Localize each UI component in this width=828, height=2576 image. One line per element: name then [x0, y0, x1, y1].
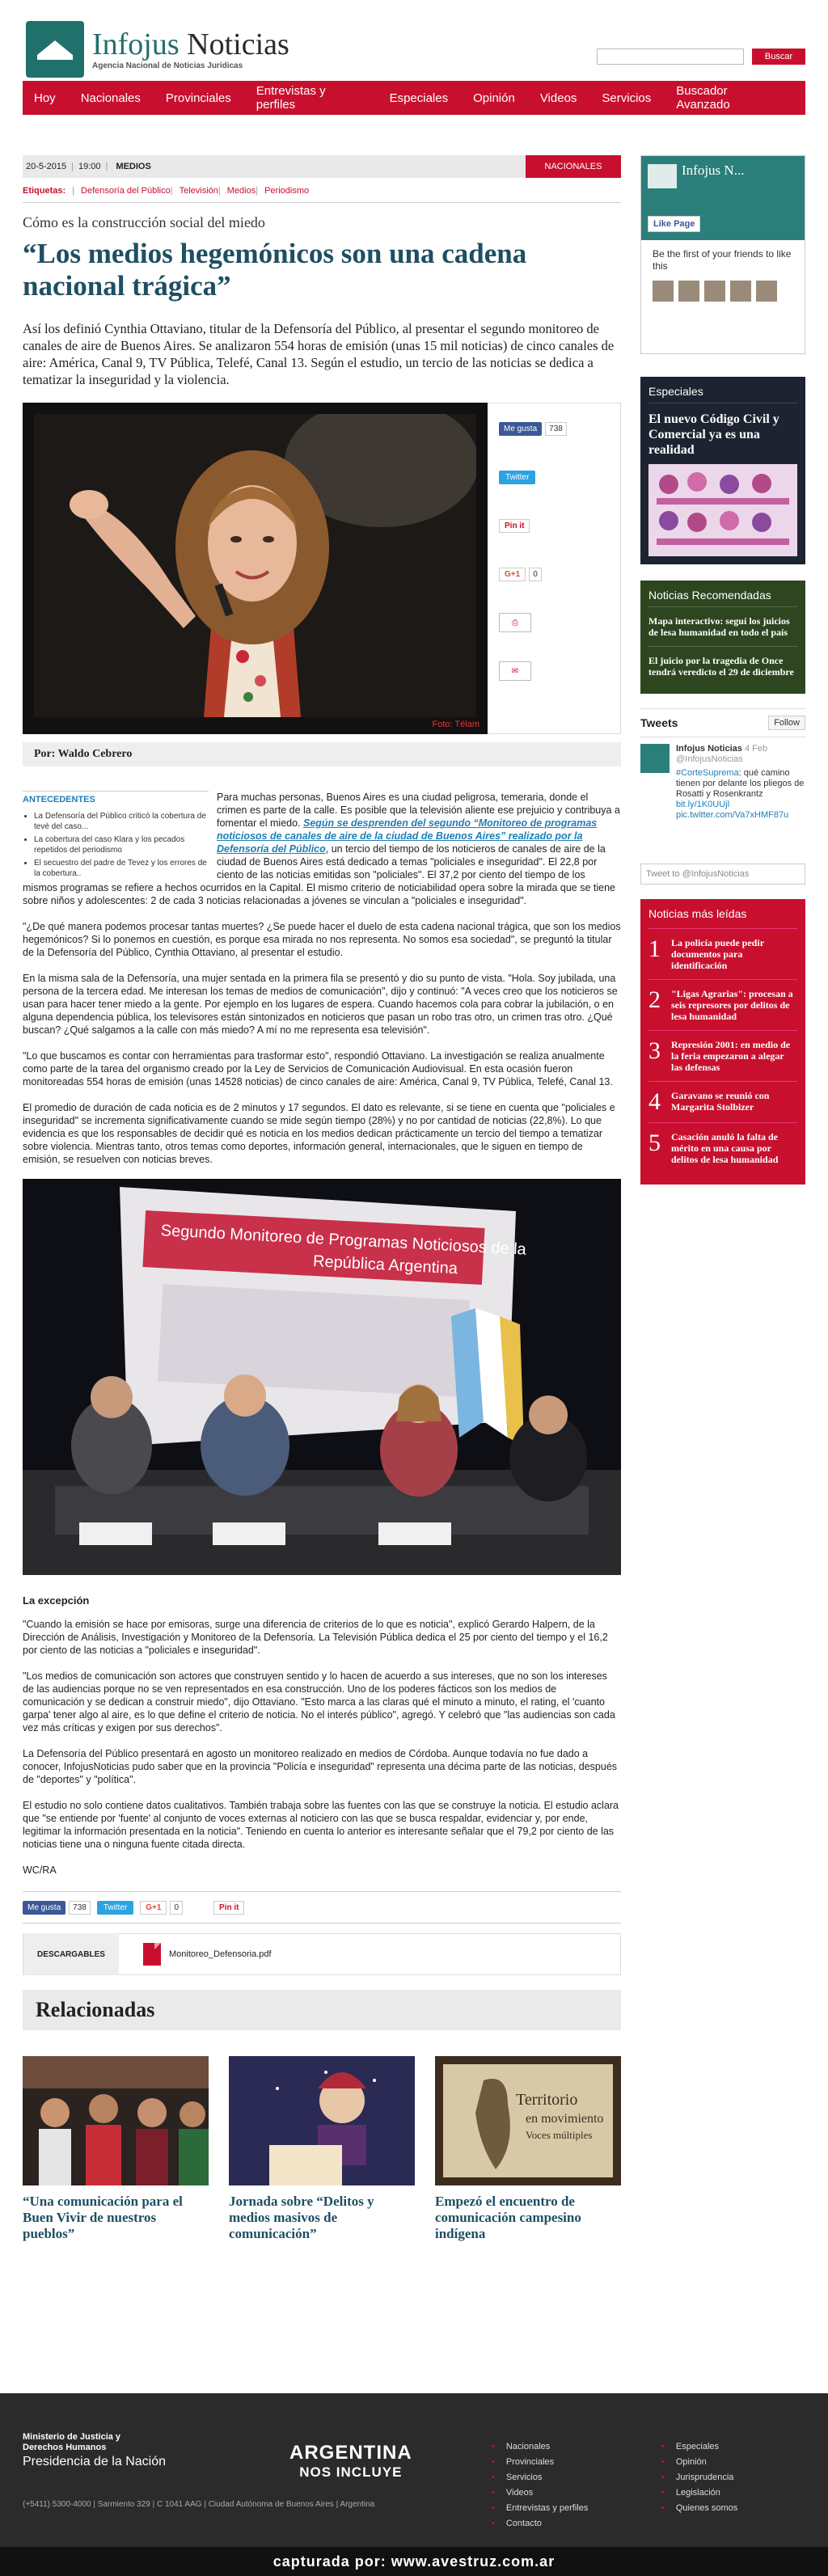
related-title[interactable]: “Una comunicación para el Buen Vivir de nuestros pueblos”	[23, 2194, 183, 2241]
share-bar-bottom	[23, 1891, 621, 1924]
panel-conference-photo	[23, 1179, 621, 1575]
antecedente-link[interactable]: La cobertura del caso Klara y los pecados repetidos del periodismo	[34, 835, 185, 855]
pdf-file-icon	[143, 1943, 161, 1966]
facebook-like-page-button[interactable]: Like Page	[648, 216, 700, 232]
footer-link[interactable]: • Contacto	[492, 2519, 588, 2528]
tags-label: Etiquetas:	[23, 186, 66, 196]
main-photo[interactable]	[23, 403, 488, 734]
especiales-image[interactable]	[648, 464, 797, 556]
article-signature: WC/RA	[23, 1864, 57, 1876]
woman-speaking-photo	[34, 414, 476, 717]
avatar	[730, 281, 751, 302]
main-photo-row	[23, 403, 621, 734]
footer-links-2	[661, 2442, 737, 2519]
tags-row: Etiquetas: | Defensoría del Público | Televisión | Medios | Periodismo	[23, 186, 310, 196]
rank-number: 1	[648, 935, 661, 962]
footer-arg-line-1: ARGENTINA	[289, 2442, 412, 2464]
nav-buscador-avanzado[interactable]: Buscador Avanzado	[676, 84, 730, 112]
facebook-like-count: 738	[69, 1901, 91, 1915]
mas-leidas-item[interactable]	[648, 980, 797, 1031]
related-image	[435, 2056, 621, 2185]
banner-line-2: República Argentina	[312, 1252, 458, 1278]
tag-link[interactable]: Medios	[226, 186, 256, 196]
downloads-label: DESCARGABLES	[23, 1933, 119, 1975]
footer-link[interactable]: • Especiales	[661, 2442, 737, 2451]
article-title: “Los medios hegemónicos son una cadena nacional trágica”	[23, 238, 527, 302]
logo-word-2: Noticias	[187, 27, 289, 61]
avatar	[756, 281, 777, 302]
twitter-share-button[interactable]: Twitter	[499, 471, 535, 484]
footer-link[interactable]: • Legislación	[661, 2488, 737, 2498]
tweet-date: 4 Feb	[744, 744, 768, 754]
logo-wordmark	[92, 29, 289, 70]
mas-leidas-title-text: Casación anuló la falta de mérito en una causa por delitos de lesa humanidad	[671, 1131, 779, 1165]
site-logo[interactable]	[26, 21, 289, 78]
mas-leidas-title-text: Represión 2001: en medio de la feria empezaron a alegar las defensas	[671, 1039, 791, 1073]
mas-leidas-title-text: Garavano se reunió con Margarita Stolbizer	[671, 1090, 770, 1113]
banner-line-1: Segundo Monitoreo de Programas Noticiosos de la	[160, 1222, 527, 1259]
logo-emblem-icon	[26, 21, 84, 78]
facebook-page-cover[interactable]	[641, 156, 805, 240]
facebook-page-widget	[640, 155, 805, 354]
footer-link[interactable]: • Quienes somos	[661, 2503, 737, 2513]
email-widget	[499, 662, 609, 680]
footer-ministry: Ministerio de Justicia y Derechos Humanos	[23, 2432, 121, 2452]
nav-hoy[interactable]: Hoy	[34, 91, 56, 105]
article-dateline: 20-5-2015 | 19:00 | MEDIOS NACIONALES	[23, 155, 621, 178]
antecedente-link[interactable]: La Defensoría del Público criticó la cobertura de tevé del caso...	[34, 812, 206, 831]
gplus-button[interactable]: G+1	[499, 568, 526, 581]
gplus-count: 0	[529, 568, 542, 581]
footer-link[interactable]: • Entrevistas y perfiles	[492, 2503, 588, 2513]
search-form	[597, 49, 805, 65]
email-icon[interactable]: ✉	[499, 661, 531, 681]
gplus-button[interactable]: G+1	[140, 1901, 167, 1915]
related-image-text-3: Voces múltiples	[526, 2129, 593, 2141]
antecedentes-title: ANTECEDENTES	[23, 795, 95, 804]
nav-provinciales[interactable]: Provinciales	[165, 91, 231, 105]
facebook-page-text: Be the first of your friends to like this	[653, 248, 792, 272]
paragraph-6: "Cuando la emisión se hace por emisoras, surge una diferencia de criterios de lo que es noticia", explicó Gerardo Halpern, de la Dirección de Análisis, Investigación y Monitoreo de la Defensoría. La Televisión Pública dedica el 25 por ciento del tiempo y el 16,2 por ciento de las noticias a "policiales e inseguridad".	[23, 1619, 608, 1656]
tweet-handle: @InfojusNoticias	[676, 754, 743, 764]
facebook-like-widget	[499, 420, 609, 437]
paragraph-2: "¿De qué manera podemos procesar tantas muertes? ¿Se puede hacer el duelo de esta cadena nacional trágica, que son los medios hegemónicos? Si lo ponemos en cuestión, es porque esa mirada no nos representa. No somos esa sociedad", se preguntó la titular de la Defensoría del Público, Cynthia Ottaviano, al presentar el estudio.	[23, 921, 621, 958]
twitter-widget	[499, 468, 609, 486]
antecedente-link[interactable]: El secuestro del padre de Tevez y los errores de la cobertura..	[34, 859, 207, 878]
related-grid	[23, 2056, 621, 2242]
mas-leidas-box	[640, 899, 805, 1185]
related-item[interactable]	[23, 2056, 209, 2242]
twitter-follow-button[interactable]: Follow	[768, 716, 805, 730]
especiales-box	[640, 377, 805, 564]
logo-subtitle: Agencia Nacional de Noticias Jurídicas	[92, 61, 243, 70]
sidebar	[640, 155, 805, 1185]
site-header	[23, 0, 805, 81]
download-file-link[interactable]: Monitoreo_Defensoria.pdf	[169, 1949, 272, 1959]
footer-address: (+5411) 5300-4000 | Sarmiento 329 | C 1041 AAG | Ciudad Autónoma de Buenos Aires | Argentina	[23, 2500, 375, 2509]
tweet-text: : qué camino tienen por delante los pliegos de Rosatti y Rosenkrantz	[676, 768, 805, 799]
logo-word-1: Infojus	[92, 27, 180, 61]
recomendada-link[interactable]: Mapa interactivo: seguí los juicios de lesa humanidad en todo el país	[648, 607, 797, 647]
especiales-title: Especiales	[648, 385, 797, 403]
article-time: 19:00	[78, 162, 101, 171]
mas-leidas-item[interactable]	[648, 1031, 797, 1082]
search-input[interactable]	[597, 49, 744, 65]
photo-credit: Foto: Télam	[432, 720, 479, 729]
footer-link[interactable]: • Nacionales	[492, 2442, 588, 2451]
divider	[23, 202, 621, 203]
footer-link[interactable]: • Provinciales	[492, 2457, 588, 2467]
article-lead: Así los definió Cynthia Ottaviano, titular de la Defensoría del Público, al presentar el segundo monitoreo de canales de aire de Buenos Aires. Se analizaron 554 horas de emisión (unas 15 mil noticias) de cinco canales de aire: América, Canal 9, TV Pública, Telefé, Canal 13. Según el estudio, un tercio de las noticias se dedica a tematizar la inseguridad y la violencia.	[23, 321, 615, 387]
print-icon[interactable]: ⎙	[499, 613, 531, 632]
pinterest-widget	[499, 517, 609, 534]
print-widget	[499, 614, 609, 631]
pinterest-button[interactable]: Pin it	[213, 1901, 244, 1915]
gplus-count: 0	[170, 1901, 183, 1915]
footer-presidencia: Presidencia de la Nación	[23, 2455, 166, 2468]
avatar	[678, 281, 699, 302]
recomendadas-title: Noticias Recomendadas	[648, 589, 797, 607]
tweet-user[interactable]: Infojus Noticias	[676, 744, 742, 754]
nav-videos[interactable]: Videos	[539, 91, 577, 105]
related-title[interactable]: Jornada sobre “Delitos y medios masivos de comunicación”	[229, 2194, 374, 2241]
paragraph-5: El promedio de duración de cada noticia es de 2 minutos y 17 segundos. El dato es relevante, si se tiene en cuenta que "policiales e inseguridad" se incrementa significativamente cuando se mide según tiempo (28%) y no por cantidad de noticias (22,8%). Lo que evidencia es que los responsables de decidir qué es noticia en los medios dedican prácticamente un tercio del tiempo a tematizar sobre violencia. Mientras tanto, otros temas como deportes, información general, internacionales, que le siguen en tiempo de emisión, se resuelven con noticias breves.	[23, 1102, 615, 1165]
nav-entrevistas[interactable]: Entrevistas y perfiles	[256, 84, 326, 112]
gplus-widget	[499, 565, 609, 583]
search-button[interactable]: Buscar	[752, 49, 805, 65]
tweet-hashtag[interactable]: #CorteSuprema	[676, 768, 739, 778]
mas-leidas-item[interactable]	[648, 1123, 797, 1173]
antecedentes-box	[23, 791, 209, 881]
facebook-like-button[interactable]: Me gusta	[499, 422, 542, 436]
tag-link[interactable]: Televisión	[179, 186, 218, 196]
paragraph-3: En la misma sala de la Defensoría, una mujer sentada en la primera fila se presentó y dio su punto de vista. "Hola. Soy jubilada, una persona de la tercera edad. Me interesan los temas de medios de comunicación", dijo y continuó: "A veces creo que los noticieros se usan para hacer tener miedo a la gente. Por ejemplo en los lugares de espera. Cuando hacemos cola para cobrar la jubilación, o en alguna dependencia pública, los televisores están sintonizados en noticieros que pasan un robo tras otro, un crimen tras otro. ¿Qué buscan? ¿Qué salgamos a la calle con más miedo? A mí no me representa esa televisión".	[23, 973, 618, 1036]
page	[23, 0, 805, 2241]
avatar	[653, 281, 674, 302]
main-nav	[23, 81, 805, 115]
related-heading: Relacionadas	[23, 1990, 621, 2030]
share-column	[488, 403, 621, 734]
article-author: Por: Waldo Cebrero	[23, 742, 621, 766]
tweet-link[interactable]: bit.ly/1K0UUjl pic.twitter.com/Va7xHMF87u	[676, 800, 789, 820]
nav-nacionales[interactable]: Nacionales	[80, 91, 141, 105]
argentina-nos-incluye-logo	[289, 2442, 412, 2481]
related-image-text-2: en movimiento	[526, 2112, 604, 2126]
related-image	[23, 2056, 209, 2185]
facebook-page-name: Infojus N...	[682, 163, 745, 178]
mas-leidas-item[interactable]	[648, 1082, 797, 1123]
mas-leidas-title-text: "Ligas Agrarias": procesan a seis represores por delitos de lesa humanidad	[671, 988, 793, 1022]
mas-leidas-title-text: La policía puede pedir documentos para identificación	[671, 937, 764, 971]
paragraph-7: "Los medios de comunicación son actores que construyen sentido y lo hacen de acuerdo a sus intereses, que no son los intereses de las audiencias porque no se ven representados en esa construcción. Uno de los poderes fácticos son los medios de comunicación y se dedican a construir miedo", dijo Ottaviano. "Esto marca a las claras qué el minuto a minuto, el rating, el 'cuanto garpa' tener algo al aire, es lo que define el criterio de noticia. No el interés público", agregó. Y celebró que "las audiencias son cada vez más críticas y exigen por sus derechos".	[23, 1670, 615, 1734]
site-footer	[0, 2393, 828, 2576]
article-date: 20-5-2015	[26, 162, 67, 171]
section-subheading: La excepción	[23, 1594, 90, 1607]
paragraph-4: "Lo que buscamos es contar con herramientas para trasformar esto", respondió Ottaviano. La investigación se realiza anualmente como parte de la tarea del organismo creado por la Ley de Servicios de Comunicación Audiovisual. En esta ocasión fueron monitoreadas 554 horas de emisión (unas 14528 noticias) de cinco canales de aire: América, Canal 9, TV Pública, Telefé, Canal 13.	[23, 1050, 613, 1087]
footer-link[interactable]: • Jurisprudencia	[661, 2473, 737, 2482]
tweet	[640, 737, 805, 859]
twitter-share-button[interactable]: Twitter	[97, 1901, 133, 1915]
footer-logo[interactable]	[23, 2432, 166, 2469]
paragraph-1-text: Para muchas personas, Buenos Aires es una ciudad peligrosa, temeraria, donde el crimen es parte de la calle. Es posible que la televisión aliente ese prejuicio y contribuya a fomentar el miedo.	[217, 792, 620, 829]
avatar[interactable]	[640, 744, 670, 773]
especiales-item-title[interactable]: El nuevo Código Civil y Comercial ya es una realidad	[648, 412, 779, 457]
facebook-like-count: 738	[545, 422, 567, 436]
tweet-to-input[interactable]: Tweet to @InfojusNoticias	[640, 864, 805, 885]
nav-opinion[interactable]: Opinión	[473, 91, 515, 105]
mas-leidas-title: Noticias más leídas	[648, 907, 797, 929]
recomendada-link[interactable]: El juicio por la tragedia de Once tendrá veredicto el 29 de diciembre	[648, 655, 794, 678]
article-column	[23, 155, 621, 2242]
tweets-title: Tweets	[640, 716, 678, 729]
footer-link[interactable]: • Opinión	[661, 2457, 737, 2467]
tag-link[interactable]: Periodismo	[264, 186, 310, 196]
rank-number: 3	[648, 1037, 661, 1064]
pinterest-button[interactable]: Pin it	[499, 519, 530, 533]
paragraph-9: El estudio no solo contiene datos cualitativos. También trabaja sobre las fuentes con las que se construye la noticia. El estudio aclara que "se entiende por 'fuente' al conjunto de voces externas al noticiero con las que se busca respaldar, evidenciar y, por ende, legitimar la información presentada en la noticia". Teniendo en cuenta lo anterior es interesante señalar que el 79,2 por ciento de las noticias tiene una o ninguna fuente citada directa.	[23, 1800, 619, 1850]
related-title[interactable]: Empezó el encuentro de comunicación campesino indígena	[435, 2194, 581, 2241]
related-item[interactable]	[435, 2056, 621, 2242]
rank-number: 2	[648, 986, 661, 1013]
footer-arg-line-2: NOS INCLUYE	[299, 2464, 403, 2480]
related-image	[229, 2056, 415, 2185]
article-body	[23, 791, 621, 1877]
related-item[interactable]	[229, 2056, 415, 2242]
nav-servicios[interactable]: Servicios	[602, 91, 652, 105]
article-section: MEDIOS	[116, 162, 151, 171]
facebook-page-avatar-icon	[648, 164, 677, 188]
tag-link[interactable]: Defensoría del Público	[81, 186, 171, 196]
avatar	[704, 281, 725, 302]
facebook-like-button[interactable]: Me gusta	[23, 1901, 65, 1915]
footer-link[interactable]: • Videos	[492, 2488, 588, 2498]
capture-watermark: capturada por: www.avestruz.com.ar	[0, 2547, 828, 2576]
paragraph-1-text-2: , un tercio del tiempo de los noticieros de canales de aire de la ciudad de Buenos Aires está dedicado a temas "policiales e inseguridad". El 22,8 por ciento de las noticias emitidas son "policiales". El 37,2 por ciento del tiempo de los mismos programas se refiere a hechos ocurridos en la Capital. El mismo criterio de noticiabilidad opera sobre la mirada que se tiene sobre niños y adolescentes: 2 de cada 3 noticias relacionadas a jóvenes se vinculan a "policiales e inseguridad".	[23, 843, 615, 906]
facebook-faces	[641, 281, 805, 302]
downloads-box	[23, 1933, 621, 1975]
twitter-widget-box	[640, 708, 805, 885]
category-badge[interactable]: NACIONALES	[526, 155, 621, 178]
footer-links-1	[492, 2442, 588, 2534]
rank-number: 4	[648, 1088, 661, 1115]
conference-photo[interactable]	[23, 1179, 621, 1575]
related-image-text-1: Territorio	[516, 2091, 578, 2109]
nav-especiales[interactable]: Especiales	[389, 91, 449, 105]
monitoreo-link[interactable]: Según se desprenden del segundo “Monitoreo de programas noticiosos de canales de aire de la ciudad de Buenos Aires” realizado por la Defensoría del Público	[217, 817, 598, 855]
recomendadas-box	[640, 581, 805, 694]
footer-link[interactable]: • Servicios	[492, 2473, 588, 2482]
article-kicker: Cómo es la construcción social del miedo	[23, 214, 265, 230]
paragraph-8: La Defensoría del Público presentará en agosto un monitoreo realizado en medios de Córdoba. Aunque todavía no fue dado a conocer, InfojusNoticias pudo saber que en la provincia "Policía e inseguridad" representa una décima parte de las noticias, después de "deportes" y "política".	[23, 1748, 618, 1785]
rank-number: 5	[648, 1130, 661, 1156]
mas-leidas-item[interactable]	[648, 929, 797, 980]
